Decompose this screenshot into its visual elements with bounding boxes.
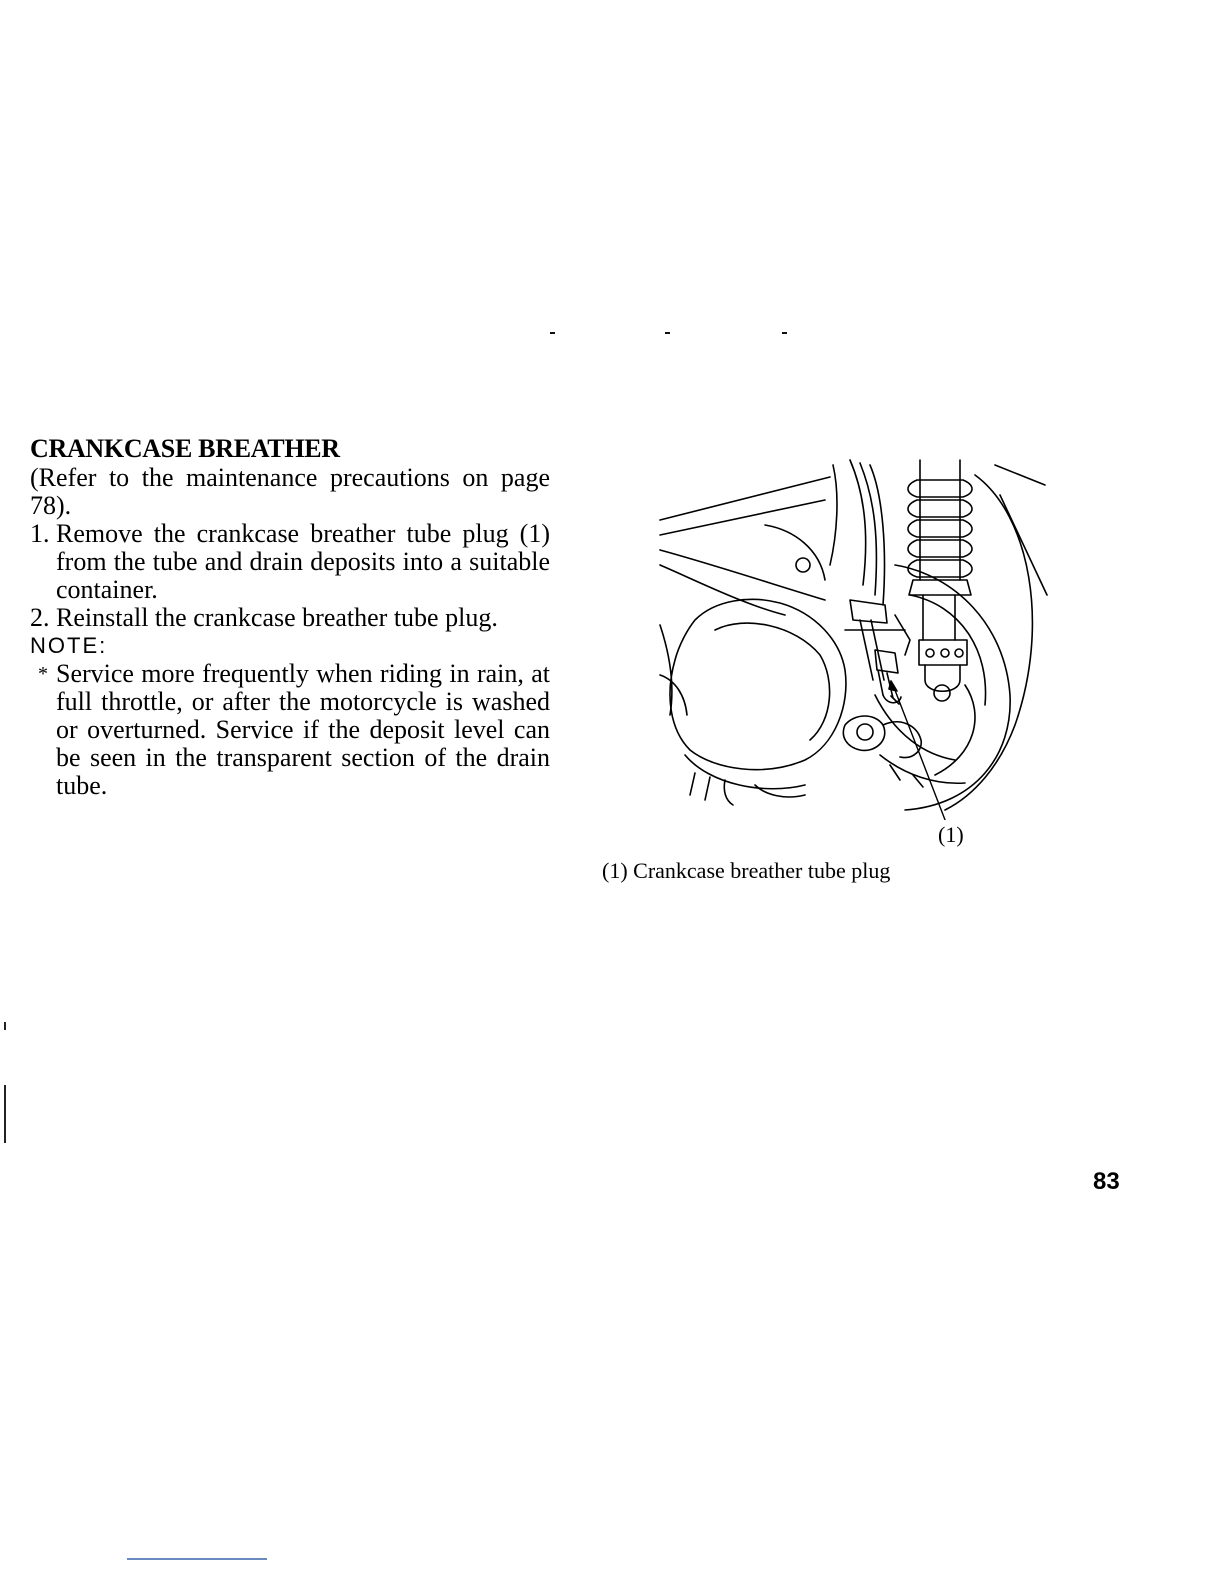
margin-tick <box>4 1022 6 1030</box>
asterisk-bullet-icon: * <box>38 663 48 685</box>
steps-list <box>30 520 550 632</box>
scan-mark <box>550 332 555 334</box>
margin-tick <box>4 1085 6 1143</box>
page-number: 83 <box>1093 1168 1120 1195</box>
step-item <box>30 520 550 604</box>
step-item <box>30 604 550 632</box>
note-text: Service more frequently when riding in rain, at full throttle, or after the motorcycle is washed or overturned. Service if the deposit level can be seen in the transparent section of the drain tube. <box>56 659 550 800</box>
step-number: 1. <box>30 519 50 548</box>
note-label: NOTE: <box>30 633 108 658</box>
crankcase-breather-illustration <box>655 455 1050 820</box>
step-text: Remove the crankcase breather tube plug (1) from the tube and drain deposits into a suitable container. <box>56 519 550 604</box>
step-text: Reinstall the crankcase breather tube plug. <box>56 603 498 632</box>
scan-mark <box>782 332 787 334</box>
instructions-column <box>30 434 550 800</box>
step-number: 2. <box>30 603 50 632</box>
figure-caption: (1) Crankcase breather tube plug <box>602 858 891 883</box>
note-item <box>30 660 550 800</box>
scan-mark <box>665 332 670 334</box>
intro-text: (Refer to the maintenance precautions on page 78). <box>30 463 550 520</box>
figure-callout-label: (1) <box>938 822 964 847</box>
bottom-rule <box>127 1558 267 1560</box>
section-heading: CRANKCASE BREATHER <box>30 434 340 463</box>
